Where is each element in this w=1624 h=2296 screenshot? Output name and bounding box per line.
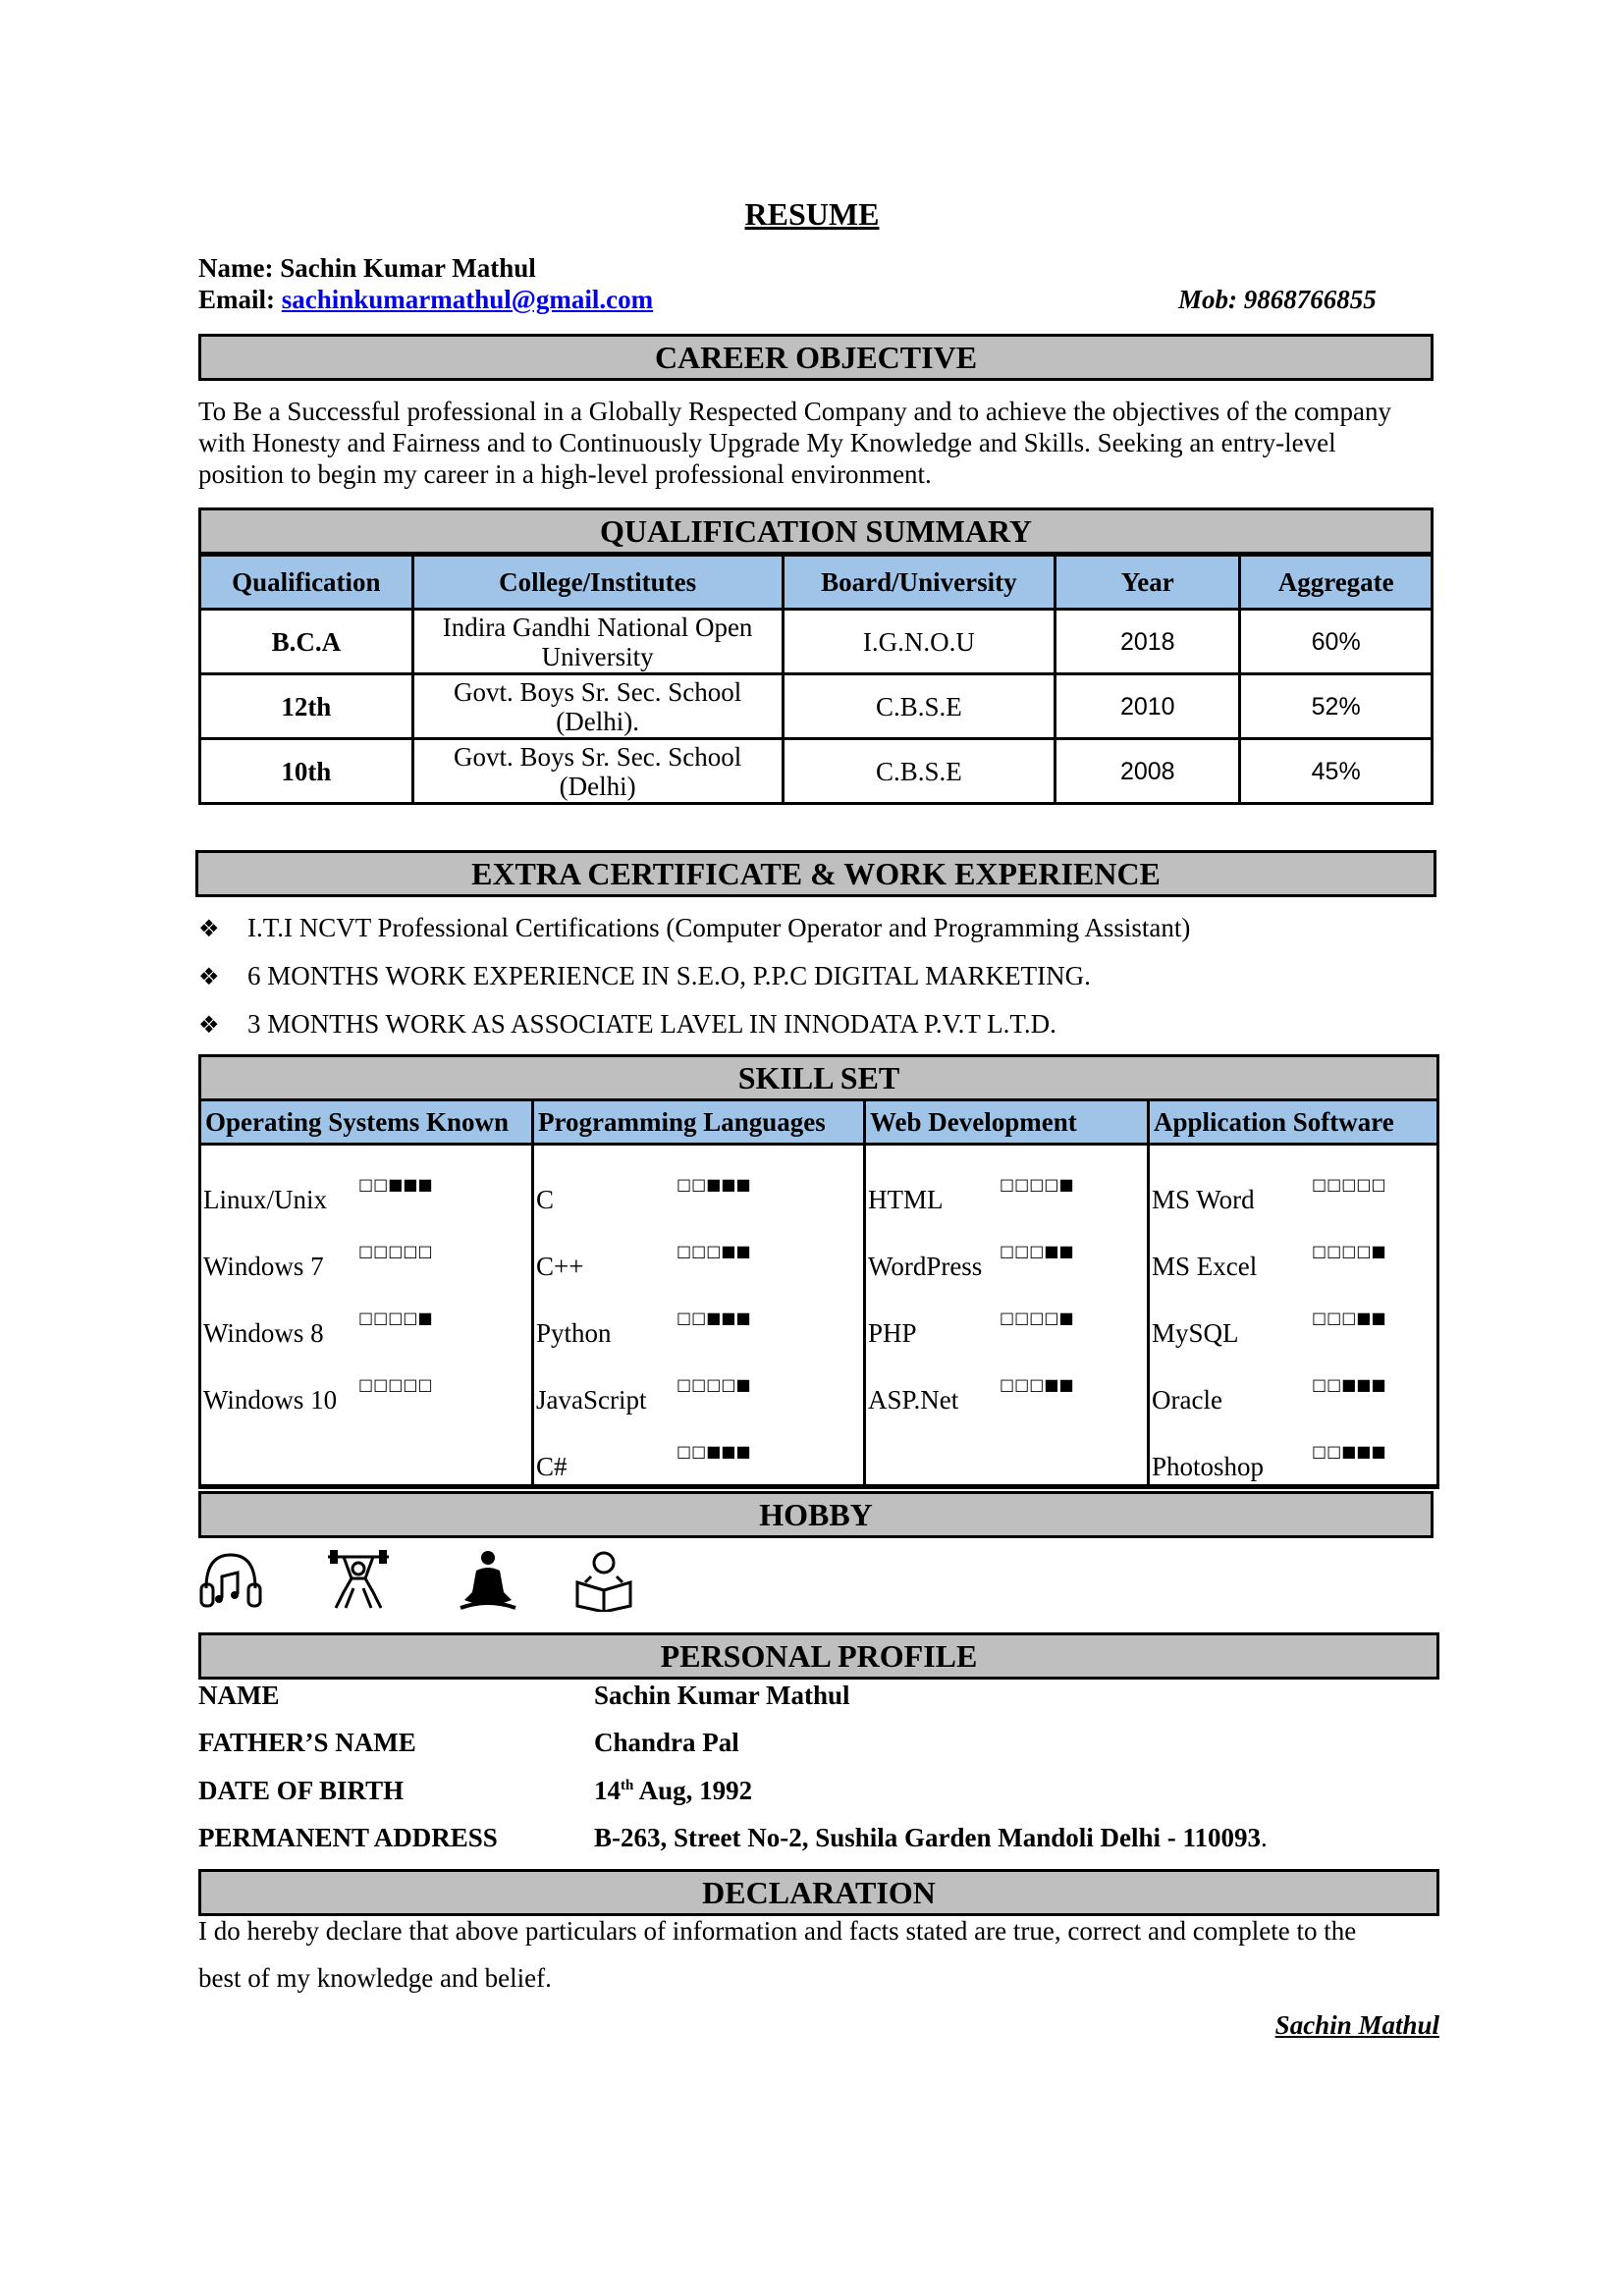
empty-square-icon: □ bbox=[358, 1175, 374, 1194]
college-cell bbox=[412, 674, 783, 739]
column-header: Board/University bbox=[783, 556, 1056, 610]
skill-level-rating bbox=[1312, 1242, 1386, 1260]
father-name-value: Chandra Pal bbox=[594, 1728, 739, 1757]
filled-square-icon: ■ bbox=[721, 1242, 736, 1260]
table-row bbox=[200, 674, 1433, 739]
skill-name: Linux/Unix bbox=[203, 1185, 327, 1214]
empty-square-icon: □ bbox=[417, 1242, 433, 1260]
list-item bbox=[198, 913, 1190, 943]
skill-name: PHP bbox=[868, 1318, 917, 1348]
qualification-cell: B.C.A bbox=[200, 610, 413, 674]
dob-rest: Aug, 1992 bbox=[633, 1776, 753, 1805]
candidate-name: Sachin Kumar Mathul bbox=[280, 253, 536, 283]
filled-square-icon: ■ bbox=[706, 1175, 722, 1194]
skill-column-header: Web Development bbox=[866, 1101, 1147, 1146]
filled-square-icon: ■ bbox=[1058, 1375, 1074, 1394]
qualification-cell: 12th bbox=[200, 674, 413, 739]
college-line: University bbox=[541, 641, 654, 671]
empty-square-icon: □ bbox=[1029, 1242, 1045, 1260]
filled-square-icon: ■ bbox=[1341, 1442, 1357, 1461]
empty-square-icon: □ bbox=[373, 1375, 389, 1394]
skill-level-rating bbox=[1312, 1442, 1386, 1461]
college-line: Govt. Boys Sr. Sec. School bbox=[453, 741, 742, 772]
name-label: Name: bbox=[198, 253, 274, 283]
empty-square-icon: □ bbox=[1326, 1375, 1342, 1394]
skill-level-rating bbox=[1000, 1242, 1074, 1260]
skill-column bbox=[534, 1101, 866, 1484]
filled-square-icon: ■ bbox=[735, 1442, 751, 1461]
empty-square-icon: □ bbox=[677, 1242, 692, 1260]
board-cell: C.B.S.E bbox=[783, 739, 1056, 804]
empty-square-icon: □ bbox=[1000, 1308, 1015, 1327]
filled-square-icon: ■ bbox=[1371, 1242, 1386, 1260]
empty-square-icon: □ bbox=[388, 1375, 404, 1394]
qualification-cell: 10th bbox=[200, 739, 413, 804]
signature: Sachin Mathul bbox=[1274, 2010, 1439, 2040]
qualification-summary-heading: QUALIFICATION SUMMARY bbox=[198, 507, 1434, 555]
filled-square-icon: ■ bbox=[1044, 1242, 1059, 1260]
empty-square-icon: □ bbox=[373, 1175, 389, 1194]
career-line: position to begin my career in a high-level professional environment. bbox=[198, 459, 932, 489]
skill-row bbox=[866, 1360, 1147, 1426]
empty-square-icon: □ bbox=[1014, 1308, 1030, 1327]
skill-set-table bbox=[198, 1054, 1439, 1489]
empty-square-icon: □ bbox=[1326, 1442, 1342, 1461]
skill-row bbox=[534, 1293, 863, 1360]
filled-square-icon: ■ bbox=[721, 1308, 736, 1327]
empty-square-icon: □ bbox=[1356, 1242, 1372, 1260]
skill-level-rating bbox=[677, 1242, 751, 1260]
empty-square-icon: □ bbox=[691, 1308, 707, 1327]
empty-square-icon: □ bbox=[677, 1375, 692, 1394]
filled-square-icon: ■ bbox=[1371, 1442, 1386, 1461]
empty-square-icon: □ bbox=[691, 1442, 707, 1461]
filled-square-icon: ■ bbox=[1371, 1375, 1386, 1394]
empty-square-icon: □ bbox=[403, 1308, 418, 1327]
college-line: Govt. Boys Sr. Sec. School bbox=[453, 676, 742, 707]
empty-square-icon: □ bbox=[1014, 1175, 1030, 1194]
list-item bbox=[198, 961, 1091, 991]
skill-name: Windows 10 bbox=[203, 1385, 338, 1415]
filled-square-icon: ■ bbox=[1058, 1308, 1074, 1327]
skill-name: MS Excel bbox=[1152, 1252, 1258, 1281]
college-line: (Delhi) bbox=[559, 771, 636, 801]
profile-name-label: NAME bbox=[198, 1681, 280, 1710]
profile-name-value: Sachin Kumar Mathul bbox=[594, 1681, 850, 1710]
skill-level-rating bbox=[1000, 1375, 1074, 1394]
filled-square-icon: ■ bbox=[735, 1375, 751, 1394]
skill-level-rating bbox=[677, 1308, 751, 1327]
empty-square-icon: □ bbox=[1312, 1175, 1327, 1194]
aggregate-cell: 52% bbox=[1240, 674, 1433, 739]
empty-square-icon: □ bbox=[677, 1442, 692, 1461]
year-cell: 2010 bbox=[1056, 674, 1240, 739]
filled-square-icon: ■ bbox=[706, 1308, 722, 1327]
empty-square-icon: □ bbox=[691, 1242, 707, 1260]
empty-square-icon: □ bbox=[358, 1242, 374, 1260]
skill-row bbox=[201, 1293, 531, 1360]
email-label: Email: bbox=[198, 285, 275, 314]
skill-column-header: Application Software bbox=[1150, 1101, 1436, 1146]
empty-square-icon: □ bbox=[677, 1308, 692, 1327]
skill-level-rating bbox=[1312, 1175, 1386, 1194]
empty-square-icon: □ bbox=[677, 1175, 692, 1194]
skill-name: ASP.Net bbox=[868, 1385, 959, 1415]
skill-row bbox=[534, 1226, 863, 1293]
year-cell: 2008 bbox=[1056, 739, 1240, 804]
qualification-table bbox=[198, 554, 1434, 805]
empty-square-icon: □ bbox=[403, 1242, 418, 1260]
empty-square-icon: □ bbox=[1029, 1308, 1045, 1327]
aggregate-cell: 60% bbox=[1240, 610, 1433, 674]
empty-square-icon: □ bbox=[1000, 1175, 1015, 1194]
dob-suffix: th bbox=[621, 1778, 634, 1793]
empty-square-icon: □ bbox=[1341, 1175, 1357, 1194]
empty-square-icon: □ bbox=[1341, 1242, 1357, 1260]
table-row bbox=[200, 610, 1433, 674]
college-line: Indira Gandhi National Open bbox=[442, 612, 753, 642]
skill-row bbox=[1150, 1360, 1436, 1426]
skill-row bbox=[201, 1226, 531, 1293]
column-header: Aggregate bbox=[1240, 556, 1433, 610]
mobile-number: Mob: 9868766855 bbox=[1178, 285, 1377, 314]
filled-square-icon: ■ bbox=[1058, 1242, 1074, 1260]
column-header: College/Institutes bbox=[412, 556, 783, 610]
filled-square-icon: ■ bbox=[1341, 1375, 1357, 1394]
empty-square-icon: □ bbox=[1029, 1175, 1045, 1194]
empty-square-icon: □ bbox=[691, 1175, 707, 1194]
filled-square-icon: ■ bbox=[721, 1442, 736, 1461]
empty-square-icon: □ bbox=[358, 1375, 374, 1394]
skill-name: MS Word bbox=[1152, 1185, 1255, 1214]
career-line: with Honesty and Fairness and to Continuously Upgrade My Knowledge and Skills. Seeking an entry-level bbox=[198, 428, 1336, 457]
empty-square-icon: □ bbox=[691, 1375, 707, 1394]
declaration-line: best of my knowledge and belief. bbox=[198, 1963, 552, 1993]
skill-column bbox=[866, 1101, 1150, 1484]
skill-row bbox=[1150, 1293, 1436, 1360]
empty-square-icon: □ bbox=[1044, 1175, 1059, 1194]
filled-square-icon: ■ bbox=[1356, 1308, 1372, 1327]
extra-certificate-heading: EXTRA CERTIFICATE & WORK EXPERIENCE bbox=[195, 850, 1436, 897]
table-header-row bbox=[200, 556, 1433, 610]
skill-level-rating bbox=[1312, 1308, 1386, 1327]
skill-column bbox=[201, 1101, 534, 1484]
skill-row bbox=[534, 1426, 863, 1493]
email-link[interactable]: sachinkumarmathul@gmail.com bbox=[281, 285, 654, 314]
college-cell bbox=[412, 610, 783, 674]
list-item bbox=[198, 1009, 1056, 1040]
filled-square-icon: ■ bbox=[1371, 1308, 1386, 1327]
empty-square-icon: □ bbox=[1014, 1242, 1030, 1260]
empty-square-icon: □ bbox=[403, 1375, 418, 1394]
career-line: To Be a Successful professional in a Globally Respected Company and to achieve the objectives of the company bbox=[198, 397, 1392, 426]
skill-name: WordPress bbox=[868, 1252, 983, 1281]
college-line: (Delhi). bbox=[556, 706, 639, 736]
bullet-diamond-icon: ❖ bbox=[198, 963, 220, 990]
personal-profile-heading: PERSONAL PROFILE bbox=[198, 1632, 1439, 1680]
address-value bbox=[594, 1823, 1268, 1853]
skill-name: JavaScript bbox=[536, 1385, 647, 1415]
skill-column bbox=[1150, 1101, 1436, 1484]
career-objective-heading: CAREER OBJECTIVE bbox=[198, 334, 1434, 381]
board-cell: C.B.S.E bbox=[783, 674, 1056, 739]
filled-square-icon: ■ bbox=[735, 1175, 751, 1194]
skill-row bbox=[201, 1159, 531, 1226]
filled-square-icon: ■ bbox=[1058, 1175, 1074, 1194]
skill-name: Oracle bbox=[1152, 1385, 1222, 1415]
column-header: Year bbox=[1056, 556, 1240, 610]
reading-icon bbox=[571, 1549, 636, 1612]
skill-column-header: Operating Systems Known bbox=[201, 1101, 531, 1146]
skill-level-rating bbox=[677, 1442, 751, 1461]
bullet-diamond-icon: ❖ bbox=[198, 915, 220, 942]
filled-square-icon: ■ bbox=[417, 1175, 433, 1194]
skill-name: MySQL bbox=[1152, 1318, 1239, 1348]
declaration-heading: DECLARATION bbox=[198, 1869, 1439, 1916]
filled-square-icon: ■ bbox=[735, 1242, 751, 1260]
music-headphones-icon bbox=[198, 1549, 263, 1612]
empty-square-icon: □ bbox=[1326, 1175, 1342, 1194]
empty-square-icon: □ bbox=[1029, 1375, 1045, 1394]
skill-level-rating bbox=[358, 1375, 433, 1394]
empty-square-icon: □ bbox=[388, 1242, 404, 1260]
skill-level-rating bbox=[1000, 1308, 1074, 1327]
skill-name: Windows 7 bbox=[203, 1252, 324, 1281]
weightlifting-icon bbox=[324, 1549, 393, 1612]
empty-square-icon: □ bbox=[358, 1308, 374, 1327]
filled-square-icon: ■ bbox=[403, 1175, 418, 1194]
empty-square-icon: □ bbox=[1312, 1308, 1327, 1327]
skill-level-rating bbox=[677, 1375, 751, 1394]
empty-square-icon: □ bbox=[1044, 1308, 1059, 1327]
bullet-diamond-icon: ❖ bbox=[198, 1011, 220, 1039]
skill-level-rating bbox=[358, 1308, 433, 1327]
skill-column-header: Programming Languages bbox=[534, 1101, 863, 1146]
list-item-text: 6 MONTHS WORK EXPERIENCE IN S.E.O, P.P.C DIGITAL MARKETING. bbox=[247, 961, 1091, 990]
empty-square-icon: □ bbox=[1000, 1375, 1015, 1394]
skill-name: HTML bbox=[868, 1185, 944, 1214]
list-item-text: I.T.I NCVT Professional Certifications (Computer Operator and Programming Assistant) bbox=[247, 913, 1191, 942]
college-cell bbox=[412, 739, 783, 804]
empty-square-icon: □ bbox=[1312, 1442, 1327, 1461]
board-cell: I.G.N.O.U bbox=[783, 610, 1056, 674]
filled-square-icon: ■ bbox=[1356, 1375, 1372, 1394]
filled-square-icon: ■ bbox=[417, 1308, 433, 1327]
skill-level-rating bbox=[1000, 1175, 1074, 1194]
column-header: Qualification bbox=[200, 556, 413, 610]
empty-square-icon: □ bbox=[1014, 1375, 1030, 1394]
address-text: B-263, Street No-2, Sushila Garden Mandoli Delhi - 110093 bbox=[594, 1823, 1262, 1852]
address-label: PERMANENT ADDRESS bbox=[198, 1823, 498, 1852]
resume-title: RESUME bbox=[744, 196, 880, 232]
empty-square-icon: □ bbox=[1356, 1175, 1372, 1194]
skill-name: C# bbox=[536, 1452, 568, 1481]
address-end: . bbox=[1261, 1823, 1268, 1852]
empty-square-icon: □ bbox=[417, 1375, 433, 1394]
filled-square-icon: ■ bbox=[1356, 1442, 1372, 1461]
empty-square-icon: □ bbox=[1312, 1375, 1327, 1394]
empty-square-icon: □ bbox=[373, 1308, 389, 1327]
table-row bbox=[200, 739, 1433, 804]
skill-row bbox=[201, 1360, 531, 1426]
empty-square-icon: □ bbox=[1312, 1242, 1327, 1260]
father-name-label: FATHER’S NAME bbox=[198, 1728, 416, 1757]
skill-row bbox=[1150, 1226, 1436, 1293]
hobby-heading: HOBBY bbox=[198, 1491, 1434, 1538]
career-objective-text bbox=[198, 396, 1391, 490]
skill-level-rating bbox=[358, 1175, 433, 1194]
empty-square-icon: □ bbox=[373, 1242, 389, 1260]
list-item-text: 3 MONTHS WORK AS ASSOCIATE LAVEL IN INNODATA P.V.T L.T.D. bbox=[247, 1009, 1056, 1039]
skill-row bbox=[866, 1293, 1147, 1360]
filled-square-icon: ■ bbox=[388, 1175, 404, 1194]
email-line bbox=[198, 285, 653, 315]
skill-name: C++ bbox=[536, 1252, 584, 1281]
skill-row bbox=[534, 1159, 863, 1226]
empty-square-icon: □ bbox=[706, 1242, 722, 1260]
skill-level-rating bbox=[677, 1175, 751, 1194]
name-line bbox=[198, 253, 536, 284]
empty-square-icon: □ bbox=[1371, 1175, 1386, 1194]
skill-level-rating bbox=[1312, 1375, 1386, 1394]
skill-set-heading: SKILL SET bbox=[201, 1057, 1436, 1101]
empty-square-icon: □ bbox=[1000, 1242, 1015, 1260]
filled-square-icon: ■ bbox=[721, 1175, 736, 1194]
skill-name: Windows 8 bbox=[203, 1318, 324, 1348]
empty-square-icon: □ bbox=[1326, 1308, 1342, 1327]
dob-label: DATE OF BIRTH bbox=[198, 1776, 405, 1805]
meditation-icon bbox=[459, 1549, 517, 1612]
empty-square-icon: □ bbox=[1341, 1308, 1357, 1327]
skill-row bbox=[1150, 1159, 1436, 1226]
filled-square-icon: ■ bbox=[706, 1442, 722, 1461]
empty-square-icon: □ bbox=[721, 1375, 736, 1394]
skill-row bbox=[866, 1159, 1147, 1226]
filled-square-icon: ■ bbox=[1044, 1375, 1059, 1394]
skill-row bbox=[1150, 1426, 1436, 1493]
filled-square-icon: ■ bbox=[735, 1308, 751, 1327]
empty-square-icon: □ bbox=[1326, 1242, 1342, 1260]
aggregate-cell: 45% bbox=[1240, 739, 1433, 804]
year-cell: 2018 bbox=[1056, 610, 1240, 674]
skill-name: C bbox=[536, 1185, 555, 1214]
skill-name: Photoshop bbox=[1152, 1452, 1265, 1481]
empty-square-icon: □ bbox=[388, 1308, 404, 1327]
dob-day: 14 bbox=[594, 1776, 621, 1805]
skill-row bbox=[866, 1226, 1147, 1293]
dob-value bbox=[594, 1776, 752, 1806]
skill-columns bbox=[201, 1101, 1436, 1484]
declaration-line: I do hereby declare that above particulars of information and facts stated are true, correct and complete to the bbox=[198, 1916, 1357, 1946]
skill-name: Python bbox=[536, 1318, 612, 1348]
empty-square-icon: □ bbox=[706, 1375, 722, 1394]
skill-row bbox=[534, 1360, 863, 1426]
skill-level-rating bbox=[358, 1242, 433, 1260]
